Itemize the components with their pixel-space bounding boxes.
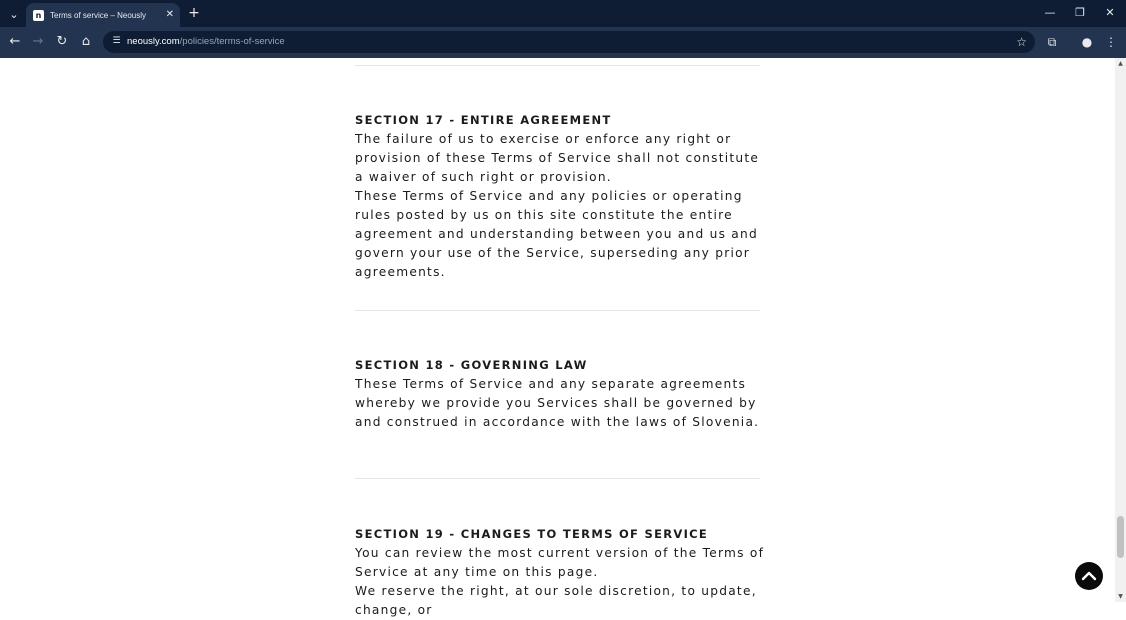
minimize-button[interactable]: — bbox=[1044, 6, 1056, 19]
section-paragraph: These Terms of Service and any separate agreements whereby we provide you Services shall be governed by and construed in accordance with the laws of Slovenia. bbox=[355, 377, 760, 429]
back-to-top-button[interactable] bbox=[1075, 562, 1103, 590]
reload-button[interactable]: ↻ bbox=[56, 34, 68, 49]
browser-menu-kebab-icon[interactable]: ⋮ bbox=[1105, 35, 1117, 49]
browser-tab-active[interactable] bbox=[26, 3, 180, 27]
restore-button[interactable]: ❐ bbox=[1075, 6, 1085, 19]
url-text[interactable] bbox=[127, 36, 285, 47]
section-18 bbox=[355, 356, 765, 432]
site-favicon-icon: n bbox=[33, 10, 44, 21]
bookmark-star-icon[interactable]: ☆ bbox=[1016, 35, 1027, 49]
section-divider bbox=[355, 65, 760, 66]
section-paragraph: These Terms of Service and any policies or operating rules posted by us on this site constitute the entire agreement and understanding between you and us and govern your use of the Service, superseding any prior agreements. bbox=[355, 189, 758, 279]
section-title: SECTION 17 - ENTIRE AGREEMENT bbox=[355, 113, 612, 127]
back-button[interactable]: ← bbox=[9, 34, 21, 49]
page-scrollbar[interactable] bbox=[1115, 58, 1126, 602]
chevron-up-icon bbox=[1081, 571, 1097, 581]
scroll-down-arrow-icon[interactable]: ▼ bbox=[1118, 593, 1123, 600]
new-tab-button[interactable]: + bbox=[188, 5, 200, 21]
address-bar[interactable] bbox=[103, 31, 1035, 53]
section-paragraph: We reserve the right, at our sole discretion, to update, change, or bbox=[355, 584, 757, 617]
scroll-up-arrow-icon[interactable]: ▲ bbox=[1118, 60, 1123, 67]
home-button[interactable]: ⌂ bbox=[81, 34, 91, 49]
tab-title: Terms of service – Neously bbox=[50, 10, 147, 20]
forward-button[interactable]: → bbox=[32, 34, 44, 49]
close-window-button[interactable]: ✕ bbox=[1105, 6, 1115, 19]
section-divider bbox=[355, 310, 760, 311]
section-title: SECTION 19 - CHANGES TO TERMS OF SERVICE bbox=[355, 527, 709, 541]
site-info-tune-icon[interactable]: ☰ bbox=[112, 36, 121, 46]
section-paragraph: You can review the most current version of the Terms of Service at any time on this page. bbox=[355, 546, 765, 579]
tab-close-icon[interactable]: ✕ bbox=[165, 9, 174, 20]
browser-toolbar bbox=[0, 27, 1126, 58]
page-content bbox=[0, 58, 1115, 617]
section-title: SECTION 18 - GOVERNING LAW bbox=[355, 358, 588, 372]
url-host: neously.com bbox=[127, 36, 180, 47]
section-divider bbox=[355, 478, 760, 479]
section-paragraph: The failure of us to exercise or enforce any right or provision of these Terms of Service shall not constitute a waiver of such right or provision. bbox=[355, 132, 760, 184]
extensions-puzzle-icon[interactable]: ⧉ bbox=[1047, 35, 1057, 49]
tab-search-chevron-icon[interactable]: ⌄ bbox=[9, 7, 19, 21]
browser-titlebar bbox=[0, 0, 1126, 27]
profile-person-icon[interactable]: ● bbox=[1081, 35, 1093, 49]
url-path: /policies/terms-of-service bbox=[179, 36, 285, 47]
section-19 bbox=[355, 525, 765, 620]
section-17 bbox=[355, 111, 765, 282]
scrollbar-thumb[interactable] bbox=[1117, 516, 1124, 558]
